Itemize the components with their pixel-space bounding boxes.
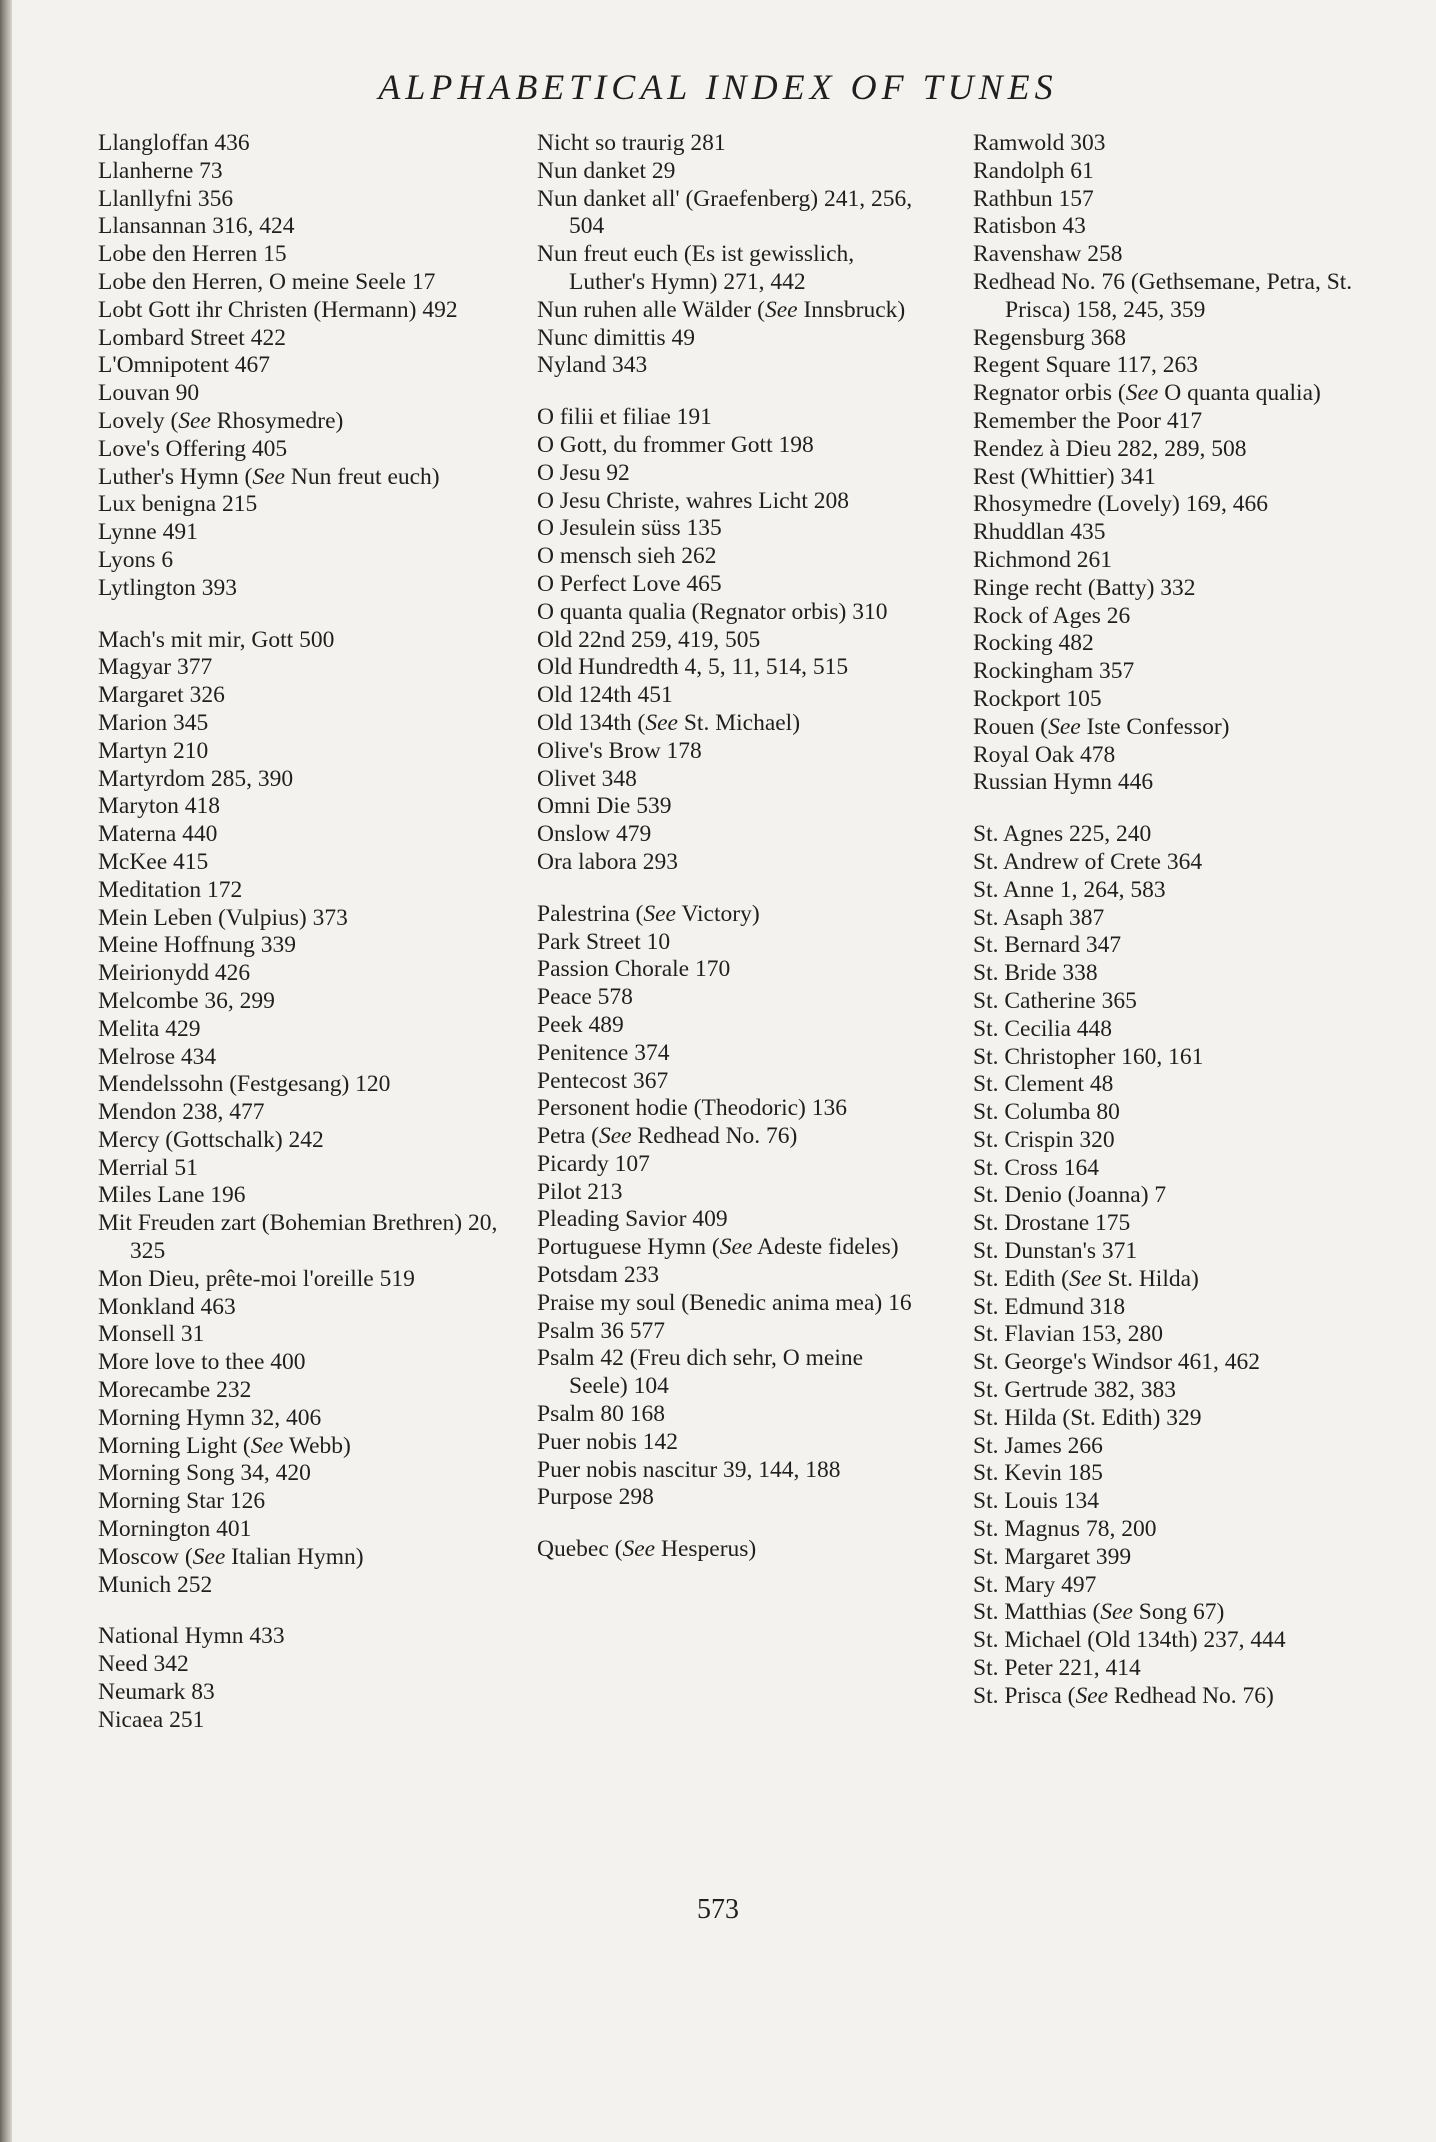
index-entry: St. Agnes 225, 240 <box>973 821 1152 848</box>
index-entry: St. Matthias (See Song 67) <box>973 1599 1225 1626</box>
index-entry: Rendez à Dieu 282, 289, 508 <box>973 435 1247 462</box>
index-entry: Love's Offering 405 <box>98 435 288 462</box>
index-entry: Merrial 51 <box>98 1154 198 1181</box>
index-column-2 <box>537 130 927 1564</box>
index-entry: Portuguese Hymn (See Adeste fideles) <box>537 1234 899 1261</box>
index-entry: Ramwold 303 <box>973 130 1106 156</box>
index-entry: Palestrina (See Victory) <box>537 900 760 927</box>
index-entry: Need 342 <box>98 1651 189 1678</box>
index-entry: St. Catherine 365 <box>973 987 1137 1014</box>
index-entry: Louvan 90 <box>98 380 200 407</box>
index-entry: Praise my soul (Benedic anima mea) 16 <box>537 1289 912 1316</box>
index-entry: Old 22nd 259, 419, 505 <box>537 626 761 653</box>
index-entry: Lux benigna 215 <box>98 491 258 518</box>
index-entry: Mornington 401 <box>98 1516 252 1543</box>
index-entry: St. Andrew of Crete 364 <box>973 848 1203 875</box>
index-entry: Redhead No. 76 (Gethsemane, Petra, St. Prisca) 158, 245, 359 <box>973 268 1353 323</box>
index-entry: Melita 429 <box>98 1015 201 1042</box>
index-entry: Morning Song 34, 420 <box>98 1460 311 1487</box>
index-entry: Regnator orbis (See O quanta qualia) <box>973 380 1321 407</box>
index-entry: Lynne 491 <box>98 519 198 546</box>
page-title: ALPHABETICAL INDEX OF TUNES <box>378 67 1058 107</box>
index-entry: Mendelssohn (Festgesang) 120 <box>98 1071 391 1098</box>
index-entry: Nunc dimittis 49 <box>537 324 695 351</box>
index-entry: St. Peter 221, 414 <box>973 1655 1141 1682</box>
index-entry: Pilot 213 <box>537 1178 623 1205</box>
index-entry: Potsdam 233 <box>537 1262 660 1289</box>
index-entry: Onslow 479 <box>537 821 652 848</box>
index-entry: Lobe den Herren, O meine Seele 17 <box>98 268 436 295</box>
index-entry: St. Clement 48 <box>973 1071 1114 1098</box>
index-entry: Regent Square 117, 263 <box>973 352 1198 379</box>
index-entry: St. Crispin 320 <box>973 1126 1115 1153</box>
index-entry: Rathbun 157 <box>973 185 1094 212</box>
index-entry: Nicht so traurig 281 <box>537 130 726 156</box>
index-entry: Llanllyfni 356 <box>98 185 234 212</box>
index-entry: Meine Hoffnung 339 <box>98 932 296 959</box>
index-entry: O Perfect Love 465 <box>537 570 722 597</box>
index-entry: Personent hodie (Theodoric) 136 <box>537 1095 847 1122</box>
index-entry: Olivet 348 <box>537 765 637 792</box>
index-entry: Martyn 210 <box>98 737 209 764</box>
index-entry: Mit Freuden zart (Bohemian Brethren) 20, 325 <box>98 1210 498 1265</box>
index-entry: Munich 252 <box>98 1571 213 1598</box>
index-entry: Monkland 463 <box>98 1293 236 1320</box>
index-entry: O Gott, du frommer Gott 198 <box>537 431 814 458</box>
index-entry: St. Anne 1, 264, 583 <box>973 876 1166 903</box>
index-entry: Neumark 83 <box>98 1679 215 1706</box>
index-entry: Morning Star 126 <box>98 1488 266 1515</box>
index-entry: O Jesu Christe, wahres Licht 208 <box>537 487 849 514</box>
index-entry: Rouen (See Iste Confessor) <box>973 713 1230 740</box>
index-entry: Nun freut euch (Es ist gewisslich, Luther's Hymn) 271, 442 <box>537 241 855 295</box>
index-entry: Regensburg 368 <box>973 324 1126 351</box>
index-entry: St. Kevin 185 <box>973 1460 1103 1487</box>
index-entry: St. George's Windsor 461, 462 <box>973 1349 1261 1376</box>
index-entry: Petra (See Redhead No. 76) <box>537 1123 798 1150</box>
index-entry: O filii et filiae 191 <box>537 404 712 431</box>
index-entry: Puer nobis nascitur 39, 144, 188 <box>537 1456 841 1483</box>
index-entry: St. Bride 338 <box>973 960 1098 987</box>
index-entry: Pentecost 367 <box>537 1067 669 1094</box>
index-entry: Lovely (See Rhosymedre) <box>98 407 344 434</box>
index-entry: Nun ruhen alle Wälder (See Innsbruck) <box>537 296 906 323</box>
index-entry: O mensch sieh 262 <box>537 543 717 570</box>
index-entry: Old Hundredth 4, 5, 11, 514, 515 <box>537 654 849 681</box>
index-entry: Mendon 238, 477 <box>98 1099 265 1126</box>
index-entry: St. Christopher 160, 161 <box>973 1043 1204 1070</box>
index-entry: St. Prisca (See Redhead No. 76) <box>973 1682 1274 1709</box>
index-entry: Rhuddlan 435 <box>973 519 1106 546</box>
index-entry: Morning Light (See Webb) <box>98 1432 351 1459</box>
index-entry: Llangloffan 436 <box>98 130 250 156</box>
index-entry: Peek 489 <box>537 1011 624 1038</box>
index-entry: Mein Leben (Vulpius) 373 <box>98 904 348 931</box>
index-entry: Old 134th (See St. Michael) <box>537 709 801 736</box>
index-entry: Miles Lane 196 <box>98 1182 246 1209</box>
index-entry: National Hymn 433 <box>98 1623 285 1650</box>
index-entry: St. Louis 134 <box>973 1488 1100 1515</box>
index-entry: Rockingham 357 <box>973 658 1135 685</box>
index-entry: Meditation 172 <box>98 876 243 903</box>
index-entry: Peace 578 <box>537 984 633 1011</box>
index-entry: Magyar 377 <box>98 654 213 681</box>
index-entry: Melcombe 36, 299 <box>98 987 275 1014</box>
page-number: 573 <box>697 1894 739 1925</box>
index-entry: Lobe den Herren 15 <box>98 241 287 268</box>
index-column-3 <box>973 130 1368 1711</box>
index-entry: Olive's Brow 178 <box>537 737 702 764</box>
index-entry: Lyons 6 <box>98 546 174 573</box>
index-entry: Rhosymedre (Lovely) 169, 466 <box>973 491 1269 518</box>
index-entry: Rock of Ages 26 <box>973 602 1131 629</box>
index-entry: More love to thee 400 <box>98 1349 306 1376</box>
index-entry: Monsell 31 <box>98 1321 205 1348</box>
index-entry: St. Mary 497 <box>973 1571 1097 1598</box>
index-entry: O quanta qualia (Regnator orbis) 310 <box>537 598 888 625</box>
index-entry: St. Flavian 153, 280 <box>973 1321 1163 1348</box>
index-entry: St. Michael (Old 134th) 237, 444 <box>973 1627 1286 1654</box>
index-entry: Old 124th 451 <box>537 682 673 709</box>
index-entry: St. Asaph 387 <box>973 904 1105 931</box>
index-entry: Melrose 434 <box>98 1043 217 1070</box>
index-entry: St. Edith (See St. Hilda) <box>973 1265 1199 1292</box>
index-entry: Morecambe 232 <box>98 1377 252 1404</box>
index-entry: Picardy 107 <box>537 1150 650 1177</box>
index-entry: St. Magnus 78, 200 <box>973 1516 1157 1543</box>
index-entry: St. Bernard 347 <box>973 932 1122 959</box>
index-entry: Psalm 80 168 <box>537 1401 665 1428</box>
index-entry: Psalm 42 (Freu dich sehr, O meine Seele) 104 <box>537 1345 864 1400</box>
index-entry: St. Cross 164 <box>973 1154 1100 1181</box>
index-entry: L'Omnipotent 467 <box>98 352 270 379</box>
index-entry: Ravenshaw 258 <box>973 241 1123 268</box>
index-entry: Martyrdom 285, 390 <box>98 765 294 792</box>
index-entry: Pleading Savior 409 <box>537 1206 728 1233</box>
index-entry: St. Dunstan's 371 <box>973 1238 1138 1265</box>
index-entry: O Jesulein süss 135 <box>537 515 722 542</box>
index-entry: Lobt Gott ihr Christen (Hermann) 492 <box>98 296 458 323</box>
index-entry: Mercy (Gottschalk) 242 <box>98 1126 324 1153</box>
index-entry: Meirionydd 426 <box>98 960 251 987</box>
index-entry: St. Columba 80 <box>973 1099 1120 1126</box>
index-entry: Rest (Whittier) 341 <box>973 463 1156 490</box>
index-entry: St. Gertrude 382, 383 <box>973 1377 1176 1404</box>
index-entry: Morning Hymn 32, 406 <box>98 1404 322 1431</box>
index-entry: St. Drostane 175 <box>973 1210 1131 1237</box>
index-entry: Margaret 326 <box>98 682 225 709</box>
index-entry: Nicaea 251 <box>98 1706 205 1733</box>
index-entry: St. Cecilia 448 <box>973 1015 1113 1042</box>
index-entry: Moscow (See Italian Hymn) <box>98 1543 364 1570</box>
index-entry: Omni Die 539 <box>537 793 672 820</box>
index-entry: Llansannan 316, 424 <box>98 213 295 240</box>
index-entry: Park Street 10 <box>537 928 671 955</box>
page-binding-edge <box>0 0 12 2142</box>
index-entry: Ringe recht (Batty) 332 <box>973 574 1196 601</box>
index-entry: Quebec (See Hesperus) <box>537 1536 757 1563</box>
index-entry: McKee 415 <box>98 848 209 875</box>
index-entry: Purpose 298 <box>537 1484 654 1511</box>
index-entry: St. Edmund 318 <box>973 1293 1126 1320</box>
index-entry: St. Hilda (St. Edith) 329 <box>973 1404 1202 1431</box>
index-entry: Nun danket 29 <box>537 157 676 184</box>
index-entry: Llanherne 73 <box>98 157 223 184</box>
index-entry: Materna 440 <box>98 821 218 848</box>
index-entry: Ora labora 293 <box>537 848 678 875</box>
index-entry: Randolph 61 <box>973 157 1094 184</box>
index-entry: Passion Chorale 170 <box>537 956 731 983</box>
index-entry: O Jesu 92 <box>537 459 630 486</box>
index-entry: Rocking 482 <box>973 630 1094 657</box>
index-column-1 <box>98 130 498 1735</box>
index-entry: Richmond 261 <box>973 546 1113 573</box>
index-entry: Nyland 343 <box>537 352 648 379</box>
index-entry: Mon Dieu, prête-moi l'oreille 519 <box>98 1265 415 1292</box>
index-entry: Psalm 36 577 <box>537 1317 665 1344</box>
index-entry: Royal Oak 478 <box>973 741 1116 768</box>
index-entry: Lytlington 393 <box>98 574 238 601</box>
index-entry: Mach's mit mir, Gott 500 <box>98 626 335 653</box>
index-entry: St. Denio (Joanna) 7 <box>973 1182 1167 1209</box>
index-entry: Russian Hymn 446 <box>973 769 1154 796</box>
index-entry: Lombard Street 422 <box>98 324 286 351</box>
index-entry: St. James 266 <box>973 1432 1103 1459</box>
index-entry: Penitence 374 <box>537 1039 670 1066</box>
index-entry: Rockport 105 <box>973 685 1102 712</box>
index-entry: Luther's Hymn (See Nun freut euch) <box>98 463 440 490</box>
index-entry: St. Margaret 399 <box>973 1543 1132 1570</box>
index-entry: Puer nobis 142 <box>537 1428 678 1455</box>
index-entry: Maryton 418 <box>98 793 221 820</box>
index-entry: Ratisbon 43 <box>973 213 1086 240</box>
index-entry: Remember the Poor 417 <box>973 407 1203 434</box>
index-entry: Nun danket all' (Graefenberg) 241, 256, 504 <box>537 185 913 240</box>
index-entry: Marion 345 <box>98 709 209 736</box>
